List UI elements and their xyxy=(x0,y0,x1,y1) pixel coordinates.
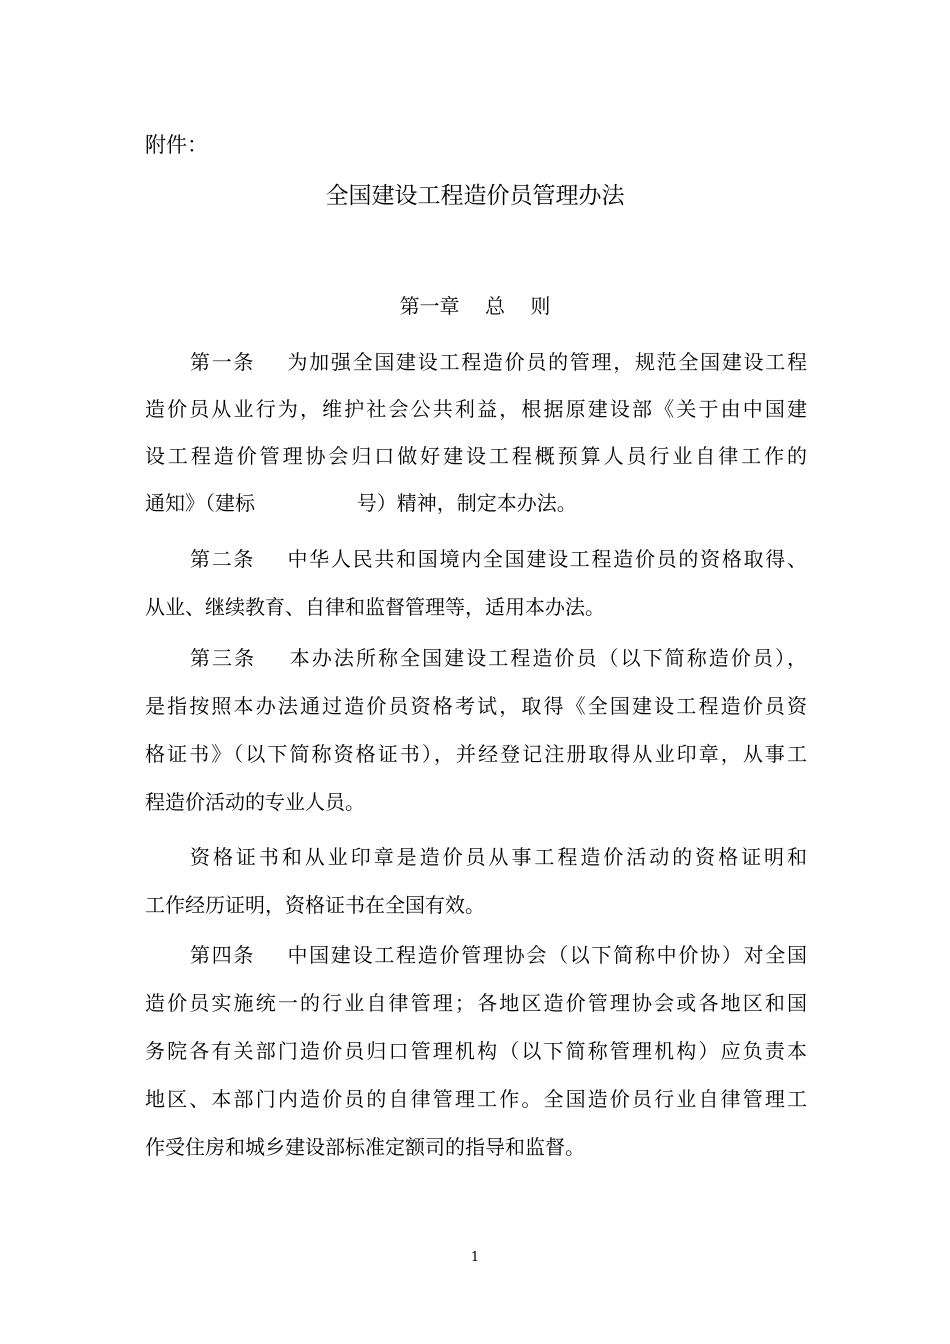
text-line: 第四条 中国建设工程造价管理协会（以下简称中价协）对全国 xyxy=(190,943,807,967)
text-line: 程造价活动的专业人员。 xyxy=(145,790,365,814)
text-line: 造价员从业行为，维护社会公共利益，根据原建设部《关于由中国建 xyxy=(145,397,807,421)
page-number: 1 xyxy=(470,1250,480,1265)
text-line: 第一条 为加强全国建设工程造价员的管理，规范全国建设工程 xyxy=(190,350,807,374)
attachment-label: 附件： xyxy=(145,133,208,157)
text-line: 资格证书和从业印章是造价员从事工程造价活动的资格证明和 xyxy=(190,845,807,869)
text-line: 第二条 中华人民共和国境内全国建设工程造价员的资格取得、 xyxy=(190,547,807,571)
article-3-paragraph xyxy=(145,646,807,814)
text-line: 格证书》（以下简称资格证书），并经登记注册取得从业印章，从事工 xyxy=(145,742,807,766)
text-line: 设工程造价管理协会归口做好建设工程概预算人员行业自律工作的 xyxy=(145,444,807,468)
text-line: 作受住房和城乡建设部标准定额司的指导和监督。 xyxy=(145,1135,585,1159)
text-line: 通知》（建标 号）精神，制定本办法。 xyxy=(145,491,577,515)
text-line: 第三条 本办法所称全国建设工程造价员（以下简称造价员）， xyxy=(190,646,807,670)
text-line: 务院各有关部门造价员归口管理机构（以下简称管理机构）应负责本 xyxy=(145,1039,807,1063)
article-2-paragraph xyxy=(145,547,807,619)
article-4-paragraph xyxy=(145,943,807,1159)
text-line: 地区、本部门内造价员的自律管理工作。全国造价员行业自律管理工 xyxy=(145,1087,807,1111)
document-title: 全国建设工程造价员管理办法 xyxy=(325,183,625,209)
article-1-paragraph xyxy=(145,350,807,515)
chapter-title: 第一章 总 则 xyxy=(399,294,551,318)
text-line: 工作经历证明，资格证书在全国有效。 xyxy=(145,893,485,917)
text-line: 造价员实施统一的行业自律管理；各地区造价管理协会或各地区和国 xyxy=(145,991,807,1015)
certificate-paragraph xyxy=(145,845,807,917)
text-line: 从业、继续教育、自律和监督管理等，适用本办法。 xyxy=(145,595,605,619)
text-line: 是指按照本办法通过造价员资格考试，取得《全国建设工程造价员资 xyxy=(145,694,807,718)
